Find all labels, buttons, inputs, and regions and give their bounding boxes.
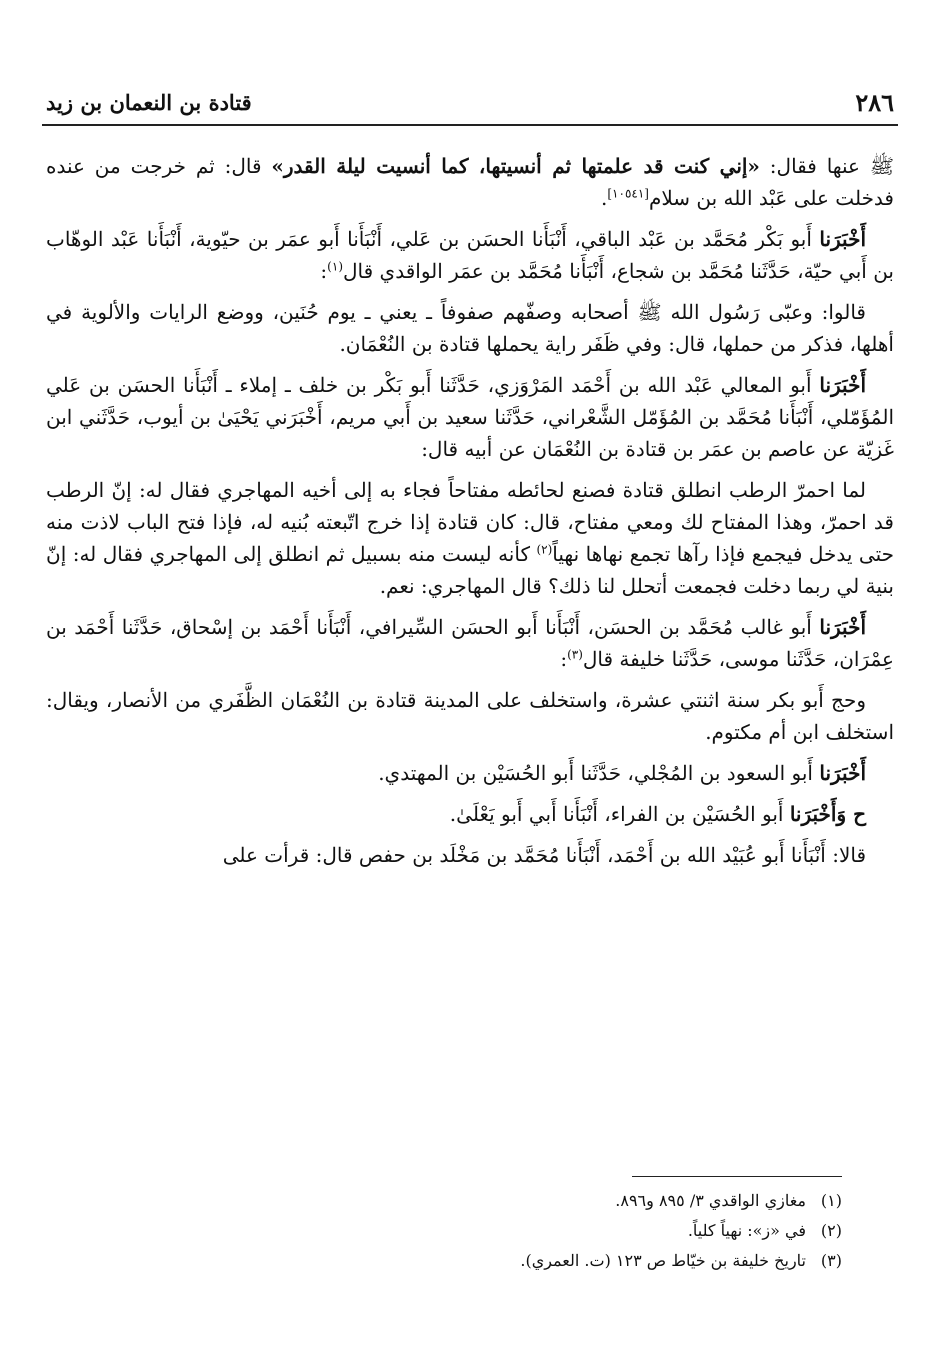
paragraph [46,369,894,465]
bold-text: أَخْبَرَنا [819,615,866,639]
paragraph [46,684,894,748]
text-segment: وحج أَبو بكر سنة اثنتي عشرة، واستخلف على المدينة قتادة بن النُعْمَان الظَّفَري من الأنصار، ويقال: استخلف ابن أم مكتوم. [46,688,894,744]
paragraph-text [46,615,894,671]
footnote-ref: (٢) [536,542,553,557]
text-segment: : [320,259,328,283]
bold-text: ح وَأَخْبَرَنا [789,802,866,826]
text-segment: لما احمرّ الرطب انطلق قتادة فصنع لحائطه مفتاحاً فجاء به إلى أخيه المهاجري فقال له: إنّ الرطب قد احمرّ، وهذا المفتاح لك ومعي مفتاح، قال: كان قتادة إذا خرج اتّبعته بُنيه له، فإذا فتح الباب لاذت منه حتى يدخل فيجمع فإذا رآها تجمع نهاها نهياً [46,478,894,566]
body-text [46,150,894,880]
paragraph-text [46,688,894,744]
paragraph-text [46,478,894,598]
footnote-rule [632,1176,842,1177]
text-segment: أَبو الحُسَيْن بن الفراء، أَنْبَأَنا أَبي أَبو يَعْلَىٰ. [449,802,790,826]
paragraph-text [46,227,894,283]
footnote-ref: [١٠٥٤١] [607,186,649,201]
paragraph [46,839,894,871]
text-segment: أَبو السعود بن المُجْلي، حَدَّثَنا أَبو الحُسَيْن بن المهتدي. [378,761,820,785]
footnote-text: تاريخ خليفة بن خيّاط ص ١٢٣ (ت. العمري). [520,1251,806,1270]
paragraph-text [46,154,894,210]
paragraph [46,611,894,675]
paragraph-text [46,373,894,461]
bold-text: أَخْبَرَنا [819,761,866,785]
header-rule [42,124,898,126]
footnote-ref: (١) [327,259,343,274]
text-segment: أَبو بَكْر مُحَمَّد بن عَبْد الباقي، أَنْبَأَنا الحسَن بن عَلي، أَنْبَأَنا أَبو عمَر بن حيّوية، أَنْبَأَنا عَبْد الوهّاب بن أَبي حيّة، حَدَّثَنا مُحَمَّد بن شجاع، أَنْبَأَنا مُحَمَّد بن عمَر الواقدي قال [46,227,894,283]
footnote-number: (١) [820,1191,842,1210]
text-segment: قالوا: وعبّى رَسُول الله ﷺ أصحابه وصفّهم صفوفاً ـ يعني ـ يوم حُنَين، ووضع الرايات والألوية في أهلها، فذكر من حملها، قال: وفي ظَفَر راية يحملها قتادة بن النُعْمَان. [46,300,894,356]
footnotes [46,1186,842,1276]
paragraph [46,296,894,360]
paragraph [46,798,894,830]
text-segment: : [560,647,568,671]
footnote-text: مغازي الواقدي ٣/ ٨٩٥ و٨٩٦. [615,1191,806,1210]
bold-text: «إني كنت قد علمتها ثم أنسيتها، كما أنسيت ليلة القدر» [271,154,760,178]
text-segment: قالا: أَنْبَأَنا أَبو عُبَيْد الله بن أَحْمَد، أَنْبَأَنا مُحَمَّد بن مَخْلَد بن حفص قال: قرأت على [222,843,866,867]
footnote [46,1216,842,1246]
paragraph [46,474,894,602]
footnote-ref: (٣) [567,647,583,662]
footnote [46,1186,842,1216]
running-title: قتادة بن النعمان بن زيد [46,90,252,115]
paragraph [46,757,894,789]
text-segment: كأنه ليست منه بسبيل ثم انطلق إلى المهاجري فقال له: إنّ بنية لي ربما دخلت فجمعت أتحلل لنا ذلك؟ قال المهاجري: نعم. [46,542,894,598]
footnote-number: (٣) [820,1251,842,1270]
text-segment: ﷺ عنها فقال: [759,154,894,178]
footnote-number: (٢) [820,1221,842,1240]
text-segment: أَبو غالب مُحَمَّد بن الحسَن، أَنْبَأَنا أَبو الحسَن السِّيرافي، أَنْبَأَنا أَحْمَد بن إسْحاق، حَدَّثَنا أَحْمَد بن عِمْرَان، حَدَّثَنا موسى، حَدَّثَنا خليفة قال [46,615,894,671]
paragraph [46,150,894,214]
footnote-text: في «ز»: نهياً كلياً. [687,1221,806,1240]
paragraph-text [223,843,894,867]
page-header [46,88,894,118]
paragraph-text [450,802,894,826]
paragraph [46,223,894,287]
footnote [46,1246,842,1276]
paragraph-text [46,300,894,356]
text-segment: . [601,186,608,210]
bold-text: أَخْبَرَنا [819,227,866,251]
page-number: ٢٨٦ [855,88,894,117]
bold-text: أَخْبَرَنا [819,373,866,397]
text-segment: قال: ثم خرجت من عنده فدخلت على عَبْد الله بن سلام [46,154,894,210]
paragraph-text [378,761,894,785]
text-segment: أَبو المعالي عَبْد الله بن أَحْمَد المَرْوَزي، حَدَّثَنا أَبو بَكْر بن خلف ـ إملاء ـ أَنْبَأَنا الحسَن بن عَلي المُؤَمّلي، أَنْبَأَنا مُحَمَّد بن المُؤَمّل الشَّعْراني، حَدَّثَنا سعيد بن أَبي مريم، أَخْبَرَني يَحْيَىٰ بن أيوب، حَدَّثَني ابن غَزيّة عن عاصم بن عمَر بن قتادة بن النُعْمَان عن أبيه قال: [46,373,894,461]
